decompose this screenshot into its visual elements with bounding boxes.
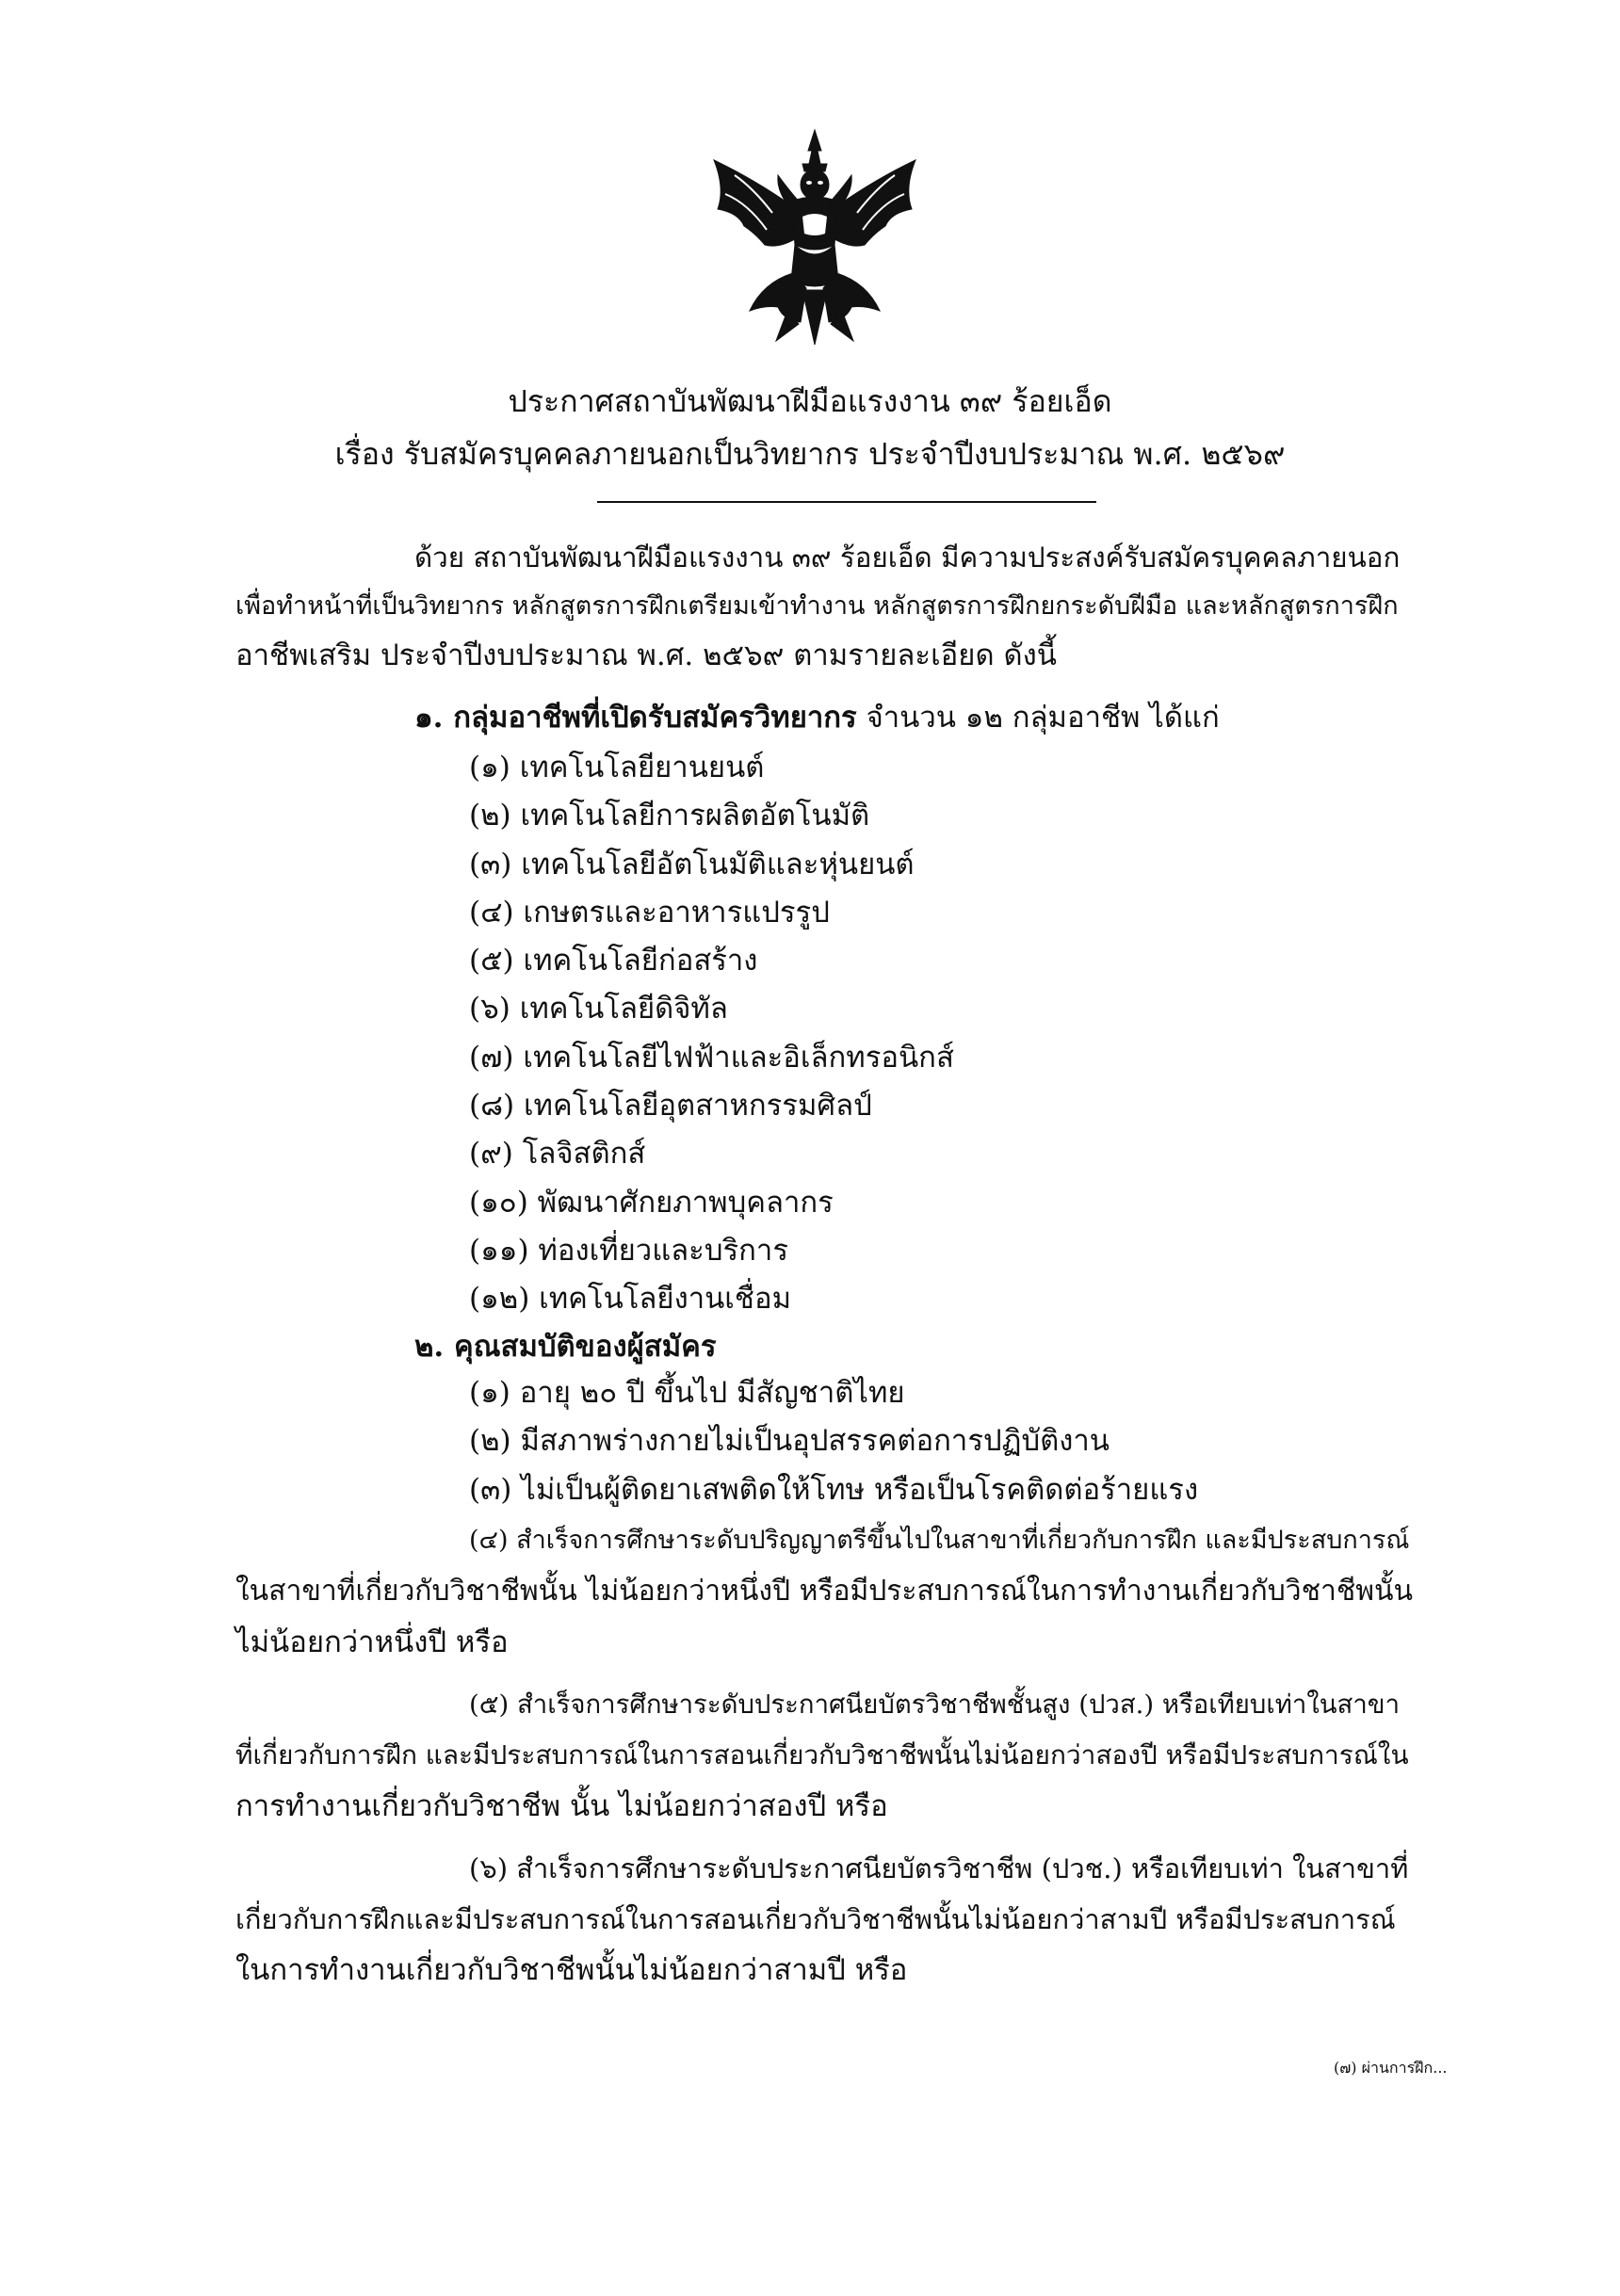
title-divider	[597, 501, 1096, 503]
list-item: (๖) เทคโนโลยีดิจิทัล	[469, 992, 728, 1027]
occupation-group-list	[469, 744, 954, 1324]
list-item: (๙) โลจิสติกส์	[469, 1137, 646, 1172]
list-item: (๓) เทคโนโลยีอัตโนมัติและหุ่นยนต์	[469, 847, 915, 881]
qualification-list	[469, 1369, 1198, 1514]
qualification-4-line-2: ในสาขาที่เกี่ยวกับวิชาชีพนั้น ไม่น้อยกว่าหนึ่งปี หรือมีประสบการณ์ในการทำงานเกี่ยวกับวิชาชีพนั้น	[235, 1575, 1413, 1608]
intro-line-1: ด้วย สถาบันพัฒนาฝีมือแรงงาน ๓๙ ร้อยเอ็ด มีความประสงค์รับสมัครบุคคลภายนอก	[414, 542, 1401, 574]
intro-line-3: อาชีพเสริม ประจำปีงบประมาณ พ.ศ. ๒๕๖๙ ตามรายละเอียด ดังนี้	[235, 639, 1057, 672]
list-item: (๑๐) พัฒนาศักยภาพบุคลากร	[469, 1185, 834, 1220]
page-continuation: (๗) ผ่านการฝึก...	[1334, 2059, 1448, 2077]
list-item: (๘) เทคโนโลยีอุตสาหกรรมศิลป์	[469, 1089, 872, 1124]
qualification-6-line-2: เกี่ยวกับการฝึกและมีประสบการณ์ในการสอนเกี่ยวกับวิชาชีพนั้นไม่น้อยกว่าสามปี หรือมีประสบการณ์	[235, 1903, 1396, 1935]
qualification-6-line-1: (๖) สำเร็จการศึกษาระดับประกาศนียบัตรวิชาชีพ (ปวช.) หรือเทียบเท่า ในสาขาที่	[469, 1852, 1409, 1884]
section-1-heading	[414, 693, 1220, 742]
list-item: (๒) เทคโนโลยีการผลิตอัตโนมัติ	[469, 799, 870, 833]
qualification-5-line-3: การทำงานเกี่ยวกับวิชาชีพ นั้น ไม่น้อยกว่าสองปี หรือ	[235, 1789, 888, 1823]
list-item: (๗) เทคโนโลยีไฟฟ้าและอิเล็กทรอนิกส์	[469, 1040, 954, 1075]
list-item: (๑๒) เทคโนโลยีงานเชื่อม	[469, 1282, 791, 1317]
qualification-5-line-2: ที่เกี่ยวกับการฝึก และมีประสบการณ์ในการสอนเกี่ยวกับวิชาชีพนั้นไม่น้อยกว่าสองปี หรือมีประสบการณ์ใน	[235, 1739, 1409, 1771]
list-item: (๑) เทคโนโลยียานยนต์	[469, 751, 765, 784]
qualification-4-line-3: ไม่น้อยกว่าหนึ่งปี หรือ	[235, 1625, 509, 1659]
list-item: (๒) มีสภาพร่างกายไม่เป็นอุปสรรคต่อการปฏิบัติงาน	[469, 1424, 1110, 1459]
intro-line-2: เพื่อทำหน้าที่เป็นวิทยากร หลักสูตรการฝึกเตรียมเข้าทำงาน หลักสูตรการฝึกยกระดับฝีมือ และหลักสูตรการฝึก	[235, 591, 1399, 621]
list-item: (๑๑) ท่องเที่ยวและบริการ	[469, 1233, 788, 1268]
list-item: (๔) เกษตรและอาหารแปรรูป	[469, 895, 830, 930]
list-item: (๓) ไม่เป็นผู้ติดยาเสพติดให้โทษ หรือเป็นโรคติดต่อร้ายแรง	[469, 1472, 1199, 1507]
qualification-6-line-3: ในการทำงานเกี่ยวกับวิชาชีพนั้นไม่น้อยกว่าสามปี หรือ	[235, 1953, 908, 1987]
section-2-heading	[414, 1322, 717, 1371]
announcement-subject: เรื่อง รับสมัครบุคคลภายนอกเป็นวิทยากร ประจำปีงบประมาณ พ.ศ. ๒๕๖๙	[334, 436, 1286, 472]
section-1-heading-rest: จำนวน ๑๒ กลุ่มอาชีพ ได้แก่	[856, 701, 1220, 735]
list-item: (๕) เทคโนโลยีก่อสร้าง	[469, 944, 758, 978]
qualification-5-line-1: (๕) สำเร็จการศึกษาระดับประกาศนียบัตรวิชาชีพชั้นสูง (ปวส.) หรือเทียบเท่าในสาขา	[469, 1690, 1401, 1720]
garuda-emblem-icon	[697, 122, 932, 348]
list-item: (๑) อายุ ๒๐ ปี ขึ้นไป มีสัญชาติไทย	[469, 1376, 905, 1410]
section-1-heading-bold: ๑. กลุ่มอาชีพที่เปิดรับสมัครวิทยากร	[414, 701, 857, 735]
announcement-title: ประกาศสถาบันพัฒนาฝีมือแรงงาน ๓๙ ร้อยเอ็ด	[508, 383, 1112, 419]
qualification-4-line-1: (๔) สำเร็จการศึกษาระดับปริญญาตรีขึ้นไปในสาขาที่เกี่ยวกับการฝึก และมีประสบการณ์	[469, 1526, 1410, 1555]
section-2-heading-bold: ๒. คุณสมบัติของผู้สมัคร	[414, 1330, 717, 1364]
